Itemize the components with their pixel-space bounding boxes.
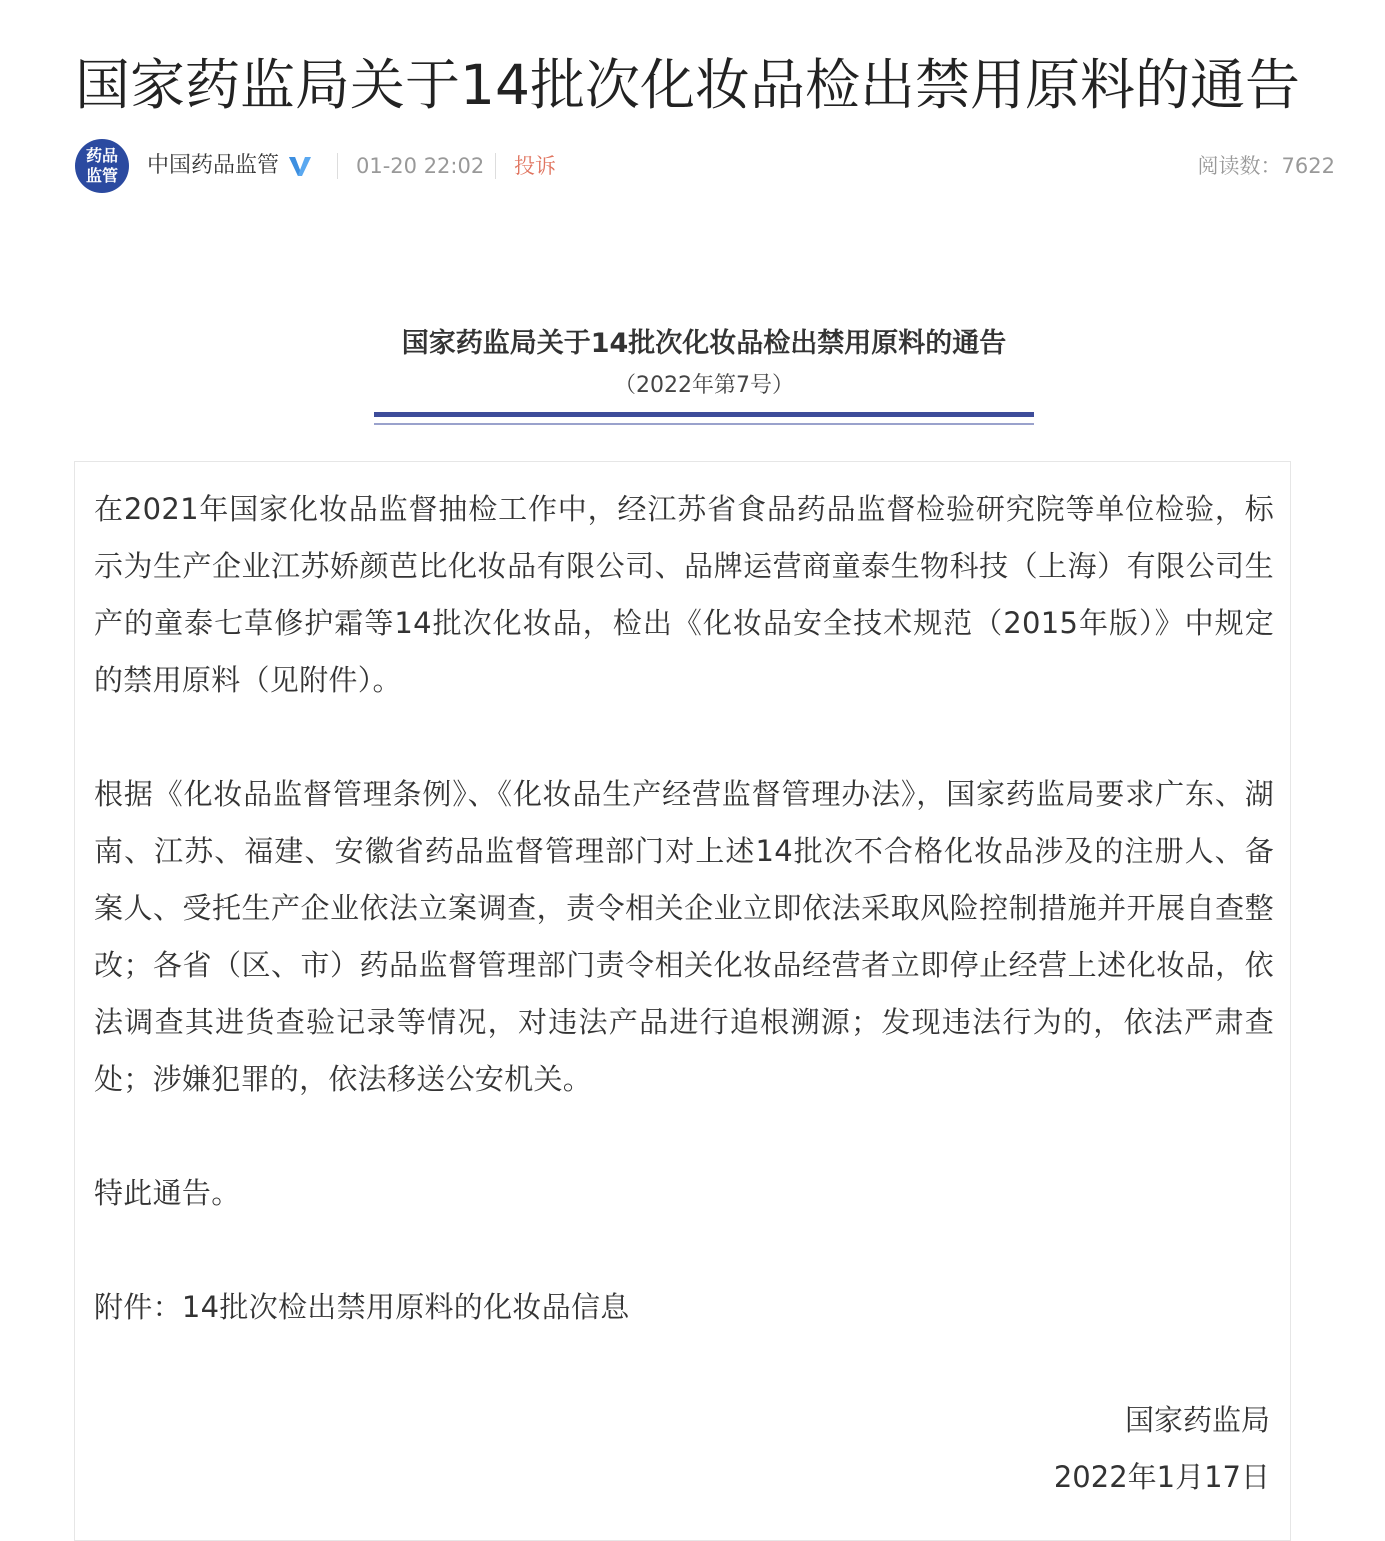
body-paragraph-2: 根据《化妆品监督管理条例》、《化妆品生产经营监督管理办法》，国家药监局要求广东、湖南、江苏、福建、安徽省药品监督管理部门对上述14批次不合格化妆品涉及的注册人、备案人、受托生产企业依法立案调查，责令相关企业立即依法采取风险控制措施并开展自查整改；各省（区、市）药品监督管理部门责令相关化妆品经营者立即停止经营上述化妆品，依法调查其进货查验记录等情况，对违法产品进行追根溯源；发现违法行为的，依法严肃查处；涉嫌犯罪的，依法移送公安机关。 [94,777,1274,1096]
read-count: 阅读数：7622 [1197,154,1335,178]
body-paragraph-3: 特此通告。 [94,1176,241,1210]
attachment-line: 附件：14批次检出禁用原料的化妆品信息 [94,1290,630,1324]
verified-v-icon [287,153,313,179]
avatar-text-line2: 监管 [85,166,118,185]
notice-number: （2022年第7号） [614,373,794,398]
meta-divider [337,153,338,179]
issuer-name: 国家药监局 [1124,1403,1270,1437]
author-avatar[interactable] [75,139,129,193]
issue-date: 2022年1月17日 [1053,1460,1270,1494]
signature-block [94,1392,1270,1506]
notice-title: 国家药监局关于14批次化妆品检出禁用原料的通告 [401,328,1007,359]
notice-header [374,322,1034,402]
publish-time: 01-20 22:02 [356,154,485,178]
report-link[interactable]: 投诉 [514,154,556,178]
title-divider-thick [374,412,1034,417]
body-paragraph-1: 在2021年国家化妆品监督抽检工作中，经江苏省食品药品监督检验研究院等单位检验，标示为生产企业江苏娇颜芭比化妆品有限公司、品牌运营商童泰生物科技（上海）有限公司生产的童泰七草修护霜等14批次化妆品，检出《化妆品安全技术规范（2015年版）》中规定的禁用原料（见附件）。 [94,492,1274,697]
author-name[interactable]: 中国药品监管 [147,153,280,178]
article-body [94,481,1274,1393]
meta-divider [495,153,496,179]
avatar-text-line1: 药品 [85,146,118,165]
title-divider-thin [374,423,1034,425]
article-headline: 国家药监局关于14批次化妆品检出禁用原料的通告 [75,53,1300,117]
article-meta [75,139,1335,194]
